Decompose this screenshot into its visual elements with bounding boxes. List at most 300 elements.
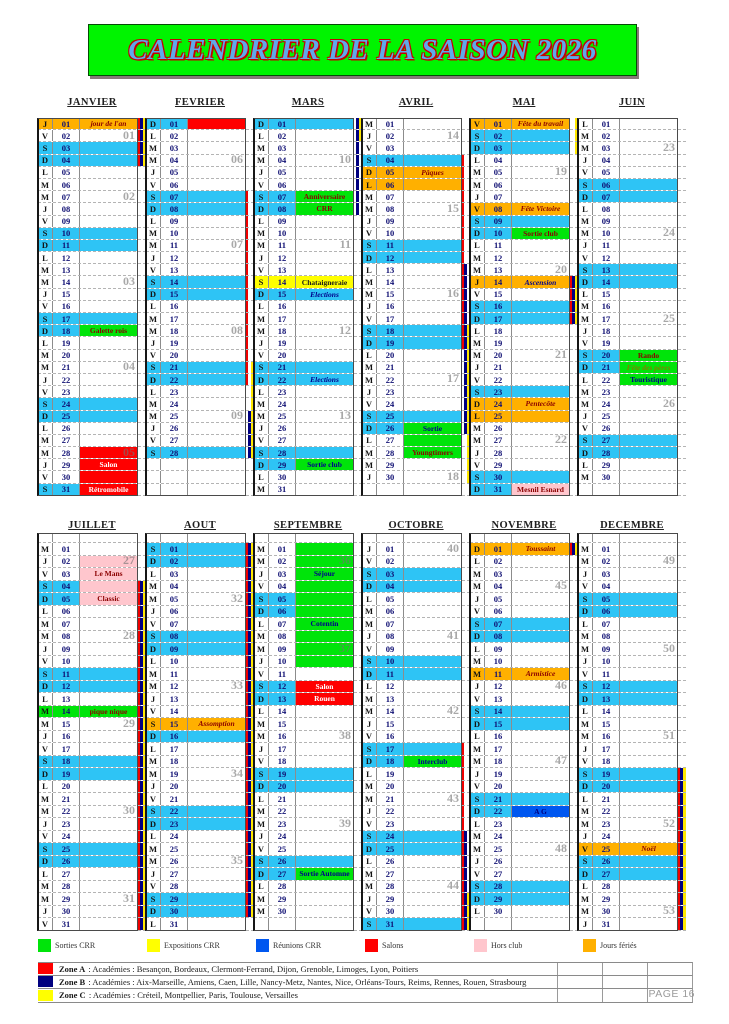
- event-cell: [188, 252, 245, 263]
- day-row: [38, 313, 146, 325]
- day-row: [362, 386, 470, 398]
- event-cell: [404, 628, 461, 643]
- event-cell: [80, 484, 137, 495]
- zone-stripe-gutter: [137, 706, 146, 718]
- zone-stripe-c: [683, 581, 686, 593]
- day-row: [146, 322, 254, 337]
- zone-stripe-gutter: [245, 289, 254, 300]
- week-number: 52: [663, 815, 675, 830]
- day-letter-cell: S: [254, 276, 269, 287]
- day-row: [362, 818, 470, 831]
- day-number-cell: 09: [269, 643, 296, 655]
- day-letter-cell: L: [38, 693, 53, 705]
- day-letter-cell: J: [470, 681, 485, 693]
- day-number-cell: 24: [593, 831, 620, 843]
- week-number: 04: [123, 359, 135, 374]
- event-cell: [512, 164, 569, 179]
- zone-stripe-gutter: [677, 893, 686, 905]
- zone-stripe-gutter: [245, 167, 254, 178]
- event-cell: [620, 362, 677, 373]
- day-number-cell: 15: [53, 289, 80, 300]
- day-row: [362, 167, 470, 179]
- day-letter-cell: J: [146, 606, 161, 618]
- day-letter-cell: M: [38, 179, 53, 190]
- day-number-cell: 03: [593, 142, 620, 153]
- day-row: [470, 313, 578, 325]
- month-grid: [254, 118, 362, 496]
- zone-stripe-gutter: [461, 793, 470, 805]
- week-number: 15: [447, 200, 459, 215]
- day-letter-cell: M: [38, 893, 53, 905]
- event-cell: [404, 179, 461, 190]
- zone-stripe-gutter: [353, 906, 362, 918]
- zone-stripe-gutter: [677, 240, 686, 251]
- day-row: [470, 179, 578, 191]
- day-row: [578, 918, 686, 931]
- zone-stripe-gutter: [245, 484, 254, 495]
- event-cell: [512, 718, 569, 730]
- day-number-cell: 28: [593, 447, 620, 458]
- zone-stripe-gutter: [569, 471, 578, 482]
- day-row: [146, 906, 254, 919]
- day-number-cell: 19: [269, 337, 296, 348]
- day-row: [362, 743, 470, 756]
- zone-stripe-gutter: [353, 606, 362, 618]
- zone-stripe-gutter: [461, 843, 470, 855]
- day-number-cell: 01: [161, 543, 188, 555]
- day-letter-cell: L: [146, 918, 161, 930]
- zone-stripe-gutter: [245, 276, 254, 287]
- day-row: [362, 350, 470, 362]
- day-row: [146, 718, 254, 731]
- zone-stripe-c: [683, 631, 686, 643]
- day-row: [362, 435, 470, 447]
- day-letter-cell: D: [146, 906, 161, 918]
- day-letter-cell: L: [362, 768, 377, 780]
- event-cell: [620, 411, 677, 422]
- day-row: [470, 643, 578, 656]
- day-letter-cell: D: [578, 781, 593, 793]
- day-row: [38, 459, 146, 471]
- week-number: 38: [339, 728, 351, 742]
- day-letter-cell: L: [146, 568, 161, 580]
- zone-stripe-c: [683, 568, 686, 580]
- event-cell: [512, 753, 569, 768]
- zones-table: [38, 962, 693, 1003]
- event-label: Assomption: [198, 719, 235, 729]
- day-letter-cell: S: [470, 706, 485, 718]
- day-number-cell: 01: [485, 543, 512, 555]
- zone-stripe-gutter: [245, 435, 254, 446]
- day-row: [38, 918, 146, 931]
- zone-stripe-gutter: [569, 264, 578, 275]
- day-number-cell: 05: [53, 167, 80, 178]
- day-row: [146, 386, 254, 398]
- zone-stripe-c: [683, 203, 686, 214]
- day-number-cell: 12: [377, 252, 404, 263]
- day-row: [254, 553, 362, 569]
- event-cell: [512, 593, 569, 605]
- day-number-cell: 10: [593, 656, 620, 668]
- day-letter-cell: V: [578, 668, 593, 680]
- event-cell: [404, 142, 461, 153]
- zone-stripe-gutter: [569, 756, 578, 768]
- day-row: [254, 793, 362, 806]
- day-row: [254, 118, 362, 130]
- event-cell: [80, 906, 137, 918]
- zone-stripe-gutter: [353, 289, 362, 300]
- day-letter-cell: D: [254, 118, 269, 129]
- day-number-cell: 13: [485, 264, 512, 275]
- day-row: [578, 881, 686, 894]
- zone-text: [59, 977, 526, 987]
- day-number-cell: 03: [593, 568, 620, 580]
- event-label: Elections: [310, 289, 339, 299]
- day-number-cell: 28: [53, 881, 80, 893]
- day-letter-cell: L: [362, 264, 377, 275]
- event-cell: [404, 731, 461, 743]
- day-number-cell: 19: [485, 337, 512, 348]
- week-number: 05: [123, 444, 135, 459]
- zone-stripe-c: [683, 216, 686, 227]
- event-cell: [80, 289, 137, 300]
- zone-stripe-gutter: [569, 350, 578, 361]
- day-number-cell: 20: [593, 781, 620, 793]
- day-number-cell: 19: [161, 768, 188, 780]
- event-cell: [512, 432, 569, 447]
- day-number-cell: 02: [377, 556, 404, 568]
- event-cell: [404, 843, 461, 855]
- day-number-cell: [377, 484, 404, 495]
- day-letter-cell: S: [578, 856, 593, 868]
- day-row: [146, 868, 254, 881]
- event-cell: [188, 831, 245, 843]
- day-number-cell: 08: [161, 203, 188, 214]
- event-cell: [512, 411, 569, 422]
- legend-color-swatch: [474, 939, 487, 952]
- day-number-cell: 11: [593, 240, 620, 251]
- day-letter-cell: D: [38, 681, 53, 693]
- zone-stripe-gutter: [245, 881, 254, 893]
- day-number-cell: 04: [269, 581, 296, 593]
- day-number-cell: 12: [593, 252, 620, 263]
- event-cell: [404, 831, 461, 843]
- day-row: [38, 553, 146, 569]
- zone-stripe-gutter: [569, 706, 578, 718]
- event-cell: [80, 155, 137, 166]
- day-letter-cell: J: [578, 240, 593, 251]
- zone-color-swatch: [38, 963, 53, 974]
- day-letter-cell: M: [362, 276, 377, 287]
- day-number-cell: 27: [377, 868, 404, 880]
- zone-stripe-c: [683, 118, 686, 129]
- event-cell: [188, 264, 245, 275]
- day-number-cell: 26: [593, 423, 620, 434]
- day-letter-cell: M: [362, 618, 377, 630]
- zone-stripe-gutter: [137, 581, 146, 593]
- day-letter-cell: V: [146, 264, 161, 275]
- zone-stripe-gutter: [137, 264, 146, 275]
- day-letter-cell: M: [362, 606, 377, 618]
- day-letter-cell: D: [38, 856, 53, 868]
- event-cell: [404, 593, 461, 605]
- day-letter-cell: L: [38, 337, 53, 348]
- zone-stripe-gutter: [569, 459, 578, 470]
- zone-stripe-c: [683, 706, 686, 718]
- day-row: [362, 411, 470, 423]
- day-number-cell: 22: [593, 806, 620, 818]
- event-cell: [404, 856, 461, 868]
- week-number: 44: [447, 878, 459, 892]
- day-row: [578, 768, 686, 781]
- week-number: 47: [555, 753, 567, 767]
- event-cell: [620, 668, 677, 680]
- day-letter-cell: S: [578, 435, 593, 446]
- day-number-cell: 17: [269, 313, 296, 324]
- event-cell: [512, 656, 569, 668]
- event-cell: [80, 656, 137, 668]
- day-row: [362, 668, 470, 681]
- day-row: [38, 216, 146, 228]
- day-letter-cell: M: [38, 191, 53, 202]
- day-number-cell: 01: [377, 543, 404, 555]
- day-row: [470, 893, 578, 906]
- zone-stripe-c: [683, 471, 686, 482]
- day-number-cell: 18: [161, 325, 188, 336]
- day-row: [146, 643, 254, 656]
- day-row: [578, 276, 686, 288]
- day-row: [146, 301, 254, 313]
- zone-stripe-gutter: [137, 289, 146, 300]
- zone-stripe-gutter: [569, 593, 578, 605]
- day-row: [362, 423, 470, 435]
- zone-stripe-gutter: [353, 843, 362, 855]
- day-row: [470, 203, 578, 215]
- day-row: [578, 484, 686, 496]
- zone-stripe-c: [683, 556, 686, 568]
- day-letter-cell: L: [254, 471, 269, 482]
- day-row: [578, 423, 686, 435]
- day-letter-cell: D: [470, 806, 485, 818]
- day-letter-cell: M: [254, 631, 269, 643]
- day-letter-cell: L: [470, 818, 485, 830]
- event-cell: [620, 743, 677, 755]
- day-letter-cell: V: [254, 756, 269, 768]
- day-letter-cell: J: [38, 643, 53, 655]
- zone-stripe-gutter: [677, 459, 686, 470]
- zone-stripe-gutter: [137, 768, 146, 780]
- day-number-cell: 04: [161, 581, 188, 593]
- week-number: 18: [447, 468, 459, 483]
- day-letter-cell: M: [362, 881, 377, 893]
- day-row: [362, 142, 470, 154]
- day-letter-cell: V: [578, 581, 593, 593]
- day-number-cell: 30: [593, 906, 620, 918]
- zone-stripe-gutter: [677, 781, 686, 793]
- day-row: [362, 918, 470, 931]
- day-letter-cell: M: [38, 543, 53, 555]
- event-cell: [80, 188, 137, 203]
- day-row: [146, 543, 254, 556]
- event-cell: [512, 643, 569, 655]
- day-letter-cell: J: [578, 831, 593, 843]
- day-number-cell: 20: [53, 350, 80, 361]
- day-number-cell: 31: [53, 918, 80, 930]
- day-row: [38, 781, 146, 794]
- month-name: FEVRIER: [174, 97, 226, 108]
- zone-stripe-gutter: [677, 843, 686, 855]
- zone-stripe-gutter: [137, 386, 146, 397]
- event-cell: [80, 581, 137, 593]
- day-letter-cell: S: [38, 142, 53, 153]
- week-number: 45: [555, 578, 567, 592]
- day-letter-cell: D: [146, 556, 161, 568]
- zone-stripe-gutter: [245, 568, 254, 580]
- day-row: [38, 681, 146, 694]
- day-row: [362, 447, 470, 459]
- zone-stripe-gutter: [677, 868, 686, 880]
- day-letter-cell: V: [254, 668, 269, 680]
- day-letter-cell: V: [578, 337, 593, 348]
- month-mars: [254, 95, 362, 496]
- day-letter-cell: M: [578, 643, 593, 655]
- event-cell: [296, 856, 353, 868]
- event-cell: [512, 347, 569, 362]
- day-number-cell: 18: [485, 325, 512, 336]
- month-name: JANVIER: [67, 97, 117, 108]
- zone-stripe-gutter: [245, 411, 254, 422]
- event-cell: [188, 423, 245, 434]
- week-number: 49: [663, 553, 675, 567]
- zone-stripe-gutter: [245, 447, 254, 458]
- day-letter-cell: M: [362, 203, 377, 214]
- zone-stripe-gutter: [461, 289, 470, 300]
- day-number-cell: 13: [377, 693, 404, 705]
- day-row: [146, 606, 254, 619]
- day-number-cell: 22: [161, 806, 188, 818]
- zone-stripe-gutter: [569, 806, 578, 818]
- event-cell: [620, 484, 677, 495]
- day-letter-cell: D: [470, 893, 485, 905]
- day-letter-cell: M: [38, 362, 53, 373]
- day-row: [254, 906, 362, 919]
- day-number-cell: 28: [485, 447, 512, 458]
- day-number-cell: 08: [377, 203, 404, 214]
- day-number-cell: 16: [161, 731, 188, 743]
- day-row: [38, 188, 146, 203]
- zone-stripe-gutter: [353, 228, 362, 239]
- legend-label: Jours fériés: [600, 941, 637, 950]
- day-letter-cell: V: [38, 301, 53, 312]
- day-row: [470, 593, 578, 606]
- event-cell: [80, 668, 137, 680]
- zone-stripe-gutter: [677, 756, 686, 768]
- day-row: [578, 350, 686, 362]
- day-row: [362, 731, 470, 744]
- event-cell: [296, 216, 353, 227]
- day-number-cell: 11: [377, 240, 404, 251]
- event-cell: [512, 301, 569, 312]
- day-row: [578, 225, 686, 240]
- zone-stripe-gutter: [245, 556, 254, 568]
- zone-stripe-gutter: [353, 325, 362, 336]
- zone-stripe-gutter: [353, 386, 362, 397]
- day-row: [38, 471, 146, 483]
- event-cell: [620, 728, 677, 743]
- day-number-cell: 17: [53, 743, 80, 755]
- day-letter-cell: S: [38, 581, 53, 593]
- event-cell: [620, 225, 677, 240]
- day-number-cell: 05: [161, 593, 188, 605]
- zone-stripe-c: [683, 179, 686, 190]
- day-letter-cell: D: [470, 631, 485, 643]
- day-number-cell: 13: [593, 693, 620, 705]
- day-number-cell: 13: [377, 264, 404, 275]
- day-number-cell: 27: [593, 868, 620, 880]
- day-letter-cell: D: [254, 289, 269, 300]
- zone-stripe-c: [683, 240, 686, 251]
- zone-stripe-gutter: [569, 252, 578, 263]
- day-number-cell: 29: [593, 893, 620, 905]
- zone-stripe-gutter: [353, 893, 362, 905]
- day-number-cell: 06: [53, 179, 80, 190]
- day-letter-cell: V: [38, 918, 53, 930]
- day-letter-cell: J: [578, 918, 593, 930]
- day-row: [362, 643, 470, 656]
- day-letter-cell: J: [254, 167, 269, 178]
- day-number-cell: 23: [377, 386, 404, 397]
- event-cell: [296, 581, 353, 593]
- zone-stripe-gutter: [569, 681, 578, 693]
- zone-stripe-gutter: [677, 656, 686, 668]
- day-letter-cell: D: [578, 447, 593, 458]
- zone-stripe-gutter: [569, 831, 578, 843]
- day-letter-cell: M: [38, 276, 53, 287]
- day-number-cell: 29: [593, 459, 620, 470]
- day-row: [254, 203, 362, 215]
- zone-row: [38, 962, 693, 976]
- zone-stripe-gutter: [461, 386, 470, 397]
- event-cell: [296, 423, 353, 434]
- day-number-cell: 08: [593, 631, 620, 643]
- day-number-cell: 14: [377, 276, 404, 287]
- day-letter-cell: J: [362, 806, 377, 818]
- day-number-cell: 03: [53, 142, 80, 153]
- day-letter-cell: M: [470, 568, 485, 580]
- event-label: Sortie: [422, 423, 443, 433]
- week-number: 28: [123, 628, 135, 642]
- zone-stripe-gutter: [461, 756, 470, 768]
- day-row: [362, 703, 470, 719]
- zone-stripe-gutter: [677, 681, 686, 693]
- day-row: [254, 179, 362, 191]
- event-cell: [512, 631, 569, 643]
- zone-stripe-gutter: [569, 447, 578, 458]
- event-label: Le Mans: [94, 569, 123, 579]
- zone-stripe-gutter: [677, 568, 686, 580]
- zone-text: [59, 964, 418, 974]
- day-number-cell: 21: [377, 793, 404, 805]
- day-row: [38, 240, 146, 252]
- day-number-cell: 10: [269, 656, 296, 668]
- event-cell: [80, 423, 137, 434]
- day-number-cell: 22: [377, 374, 404, 385]
- day-row: [578, 553, 686, 569]
- zone-stripe-gutter: [137, 301, 146, 312]
- zone-stripe-gutter: [677, 606, 686, 618]
- event-cell: [188, 484, 245, 495]
- zone-stripe-c: [683, 893, 686, 905]
